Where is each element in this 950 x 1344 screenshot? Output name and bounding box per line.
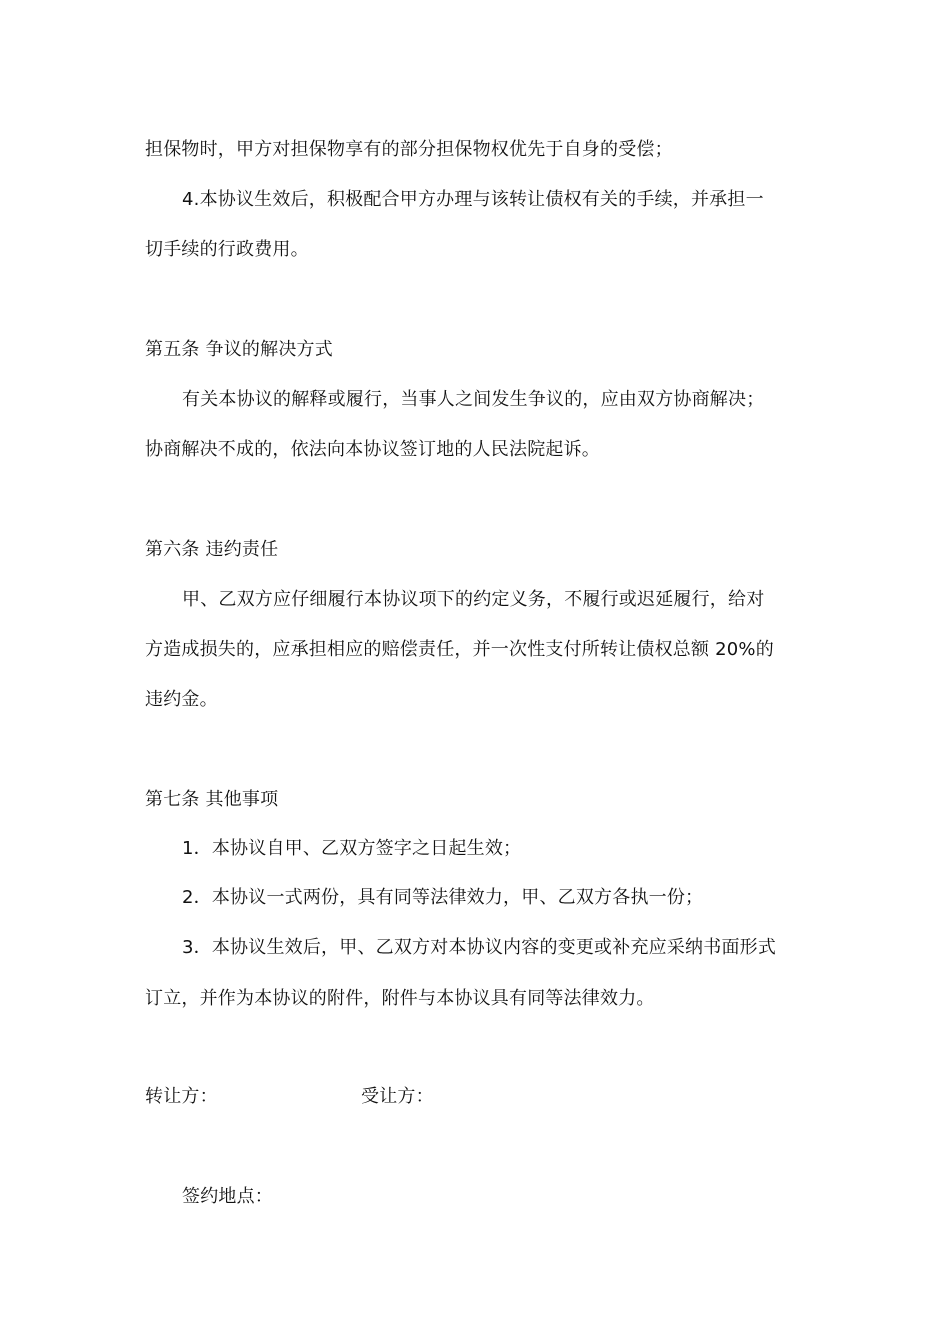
article-5-line-2: 协商解决不成的，依法向本协议签订地的人民法院起诉。 bbox=[145, 439, 600, 460]
article-7-heading: 第七条 其他事项 bbox=[145, 789, 279, 810]
article-7-item-1: 1．本协议自甲、乙双方签字之日起生效； bbox=[182, 838, 522, 859]
clause-item-4-line-2: 切手续的行政费用。 bbox=[145, 239, 309, 260]
transferor-signature-label: 转让方： bbox=[145, 1086, 218, 1107]
article-6-heading: 第六条 违约责任 bbox=[145, 539, 279, 560]
paragraph-security-continued: 担保物时，甲方对担保物享有的部分担保物权优先于自身的受偿； bbox=[145, 139, 673, 160]
article-7-item-2: 2．本协议一式两份，具有同等法律效力，甲、乙双方各执一份； bbox=[182, 887, 704, 908]
clause-item-4-line-1: 4.本协议生效后，积极配合甲方办理与该转让债权有关的手续，并承担一 bbox=[182, 189, 764, 210]
article-6-line-3: 违约金。 bbox=[145, 689, 218, 710]
article-7-item-3-line-1: 3．本协议生效后，甲、乙双方对本协议内容的变更或补充应采纳书面形式 bbox=[182, 937, 777, 958]
article-5-line-1: 有关本协议的解释或履行，当事人之间发生争议的，应由双方协商解决； bbox=[182, 389, 765, 410]
signing-place-label: 签约地点： bbox=[182, 1186, 273, 1207]
transferee-signature-label: 受让方： bbox=[361, 1086, 434, 1107]
article-7-item-3-line-2: 订立，并作为本协议的附件，附件与本协议具有同等法律效力。 bbox=[145, 988, 655, 1009]
article-6-line-2: 方造成损失的，应承担相应的赔偿责任，并一次性支付所转让债权总额 20%的 bbox=[145, 639, 774, 660]
article-6-line-1: 甲、乙双方应仔细履行本协议项下的约定义务，不履行或迟延履行，给对 bbox=[182, 589, 765, 610]
article-5-heading: 第五条 争议的解决方式 bbox=[145, 339, 333, 360]
